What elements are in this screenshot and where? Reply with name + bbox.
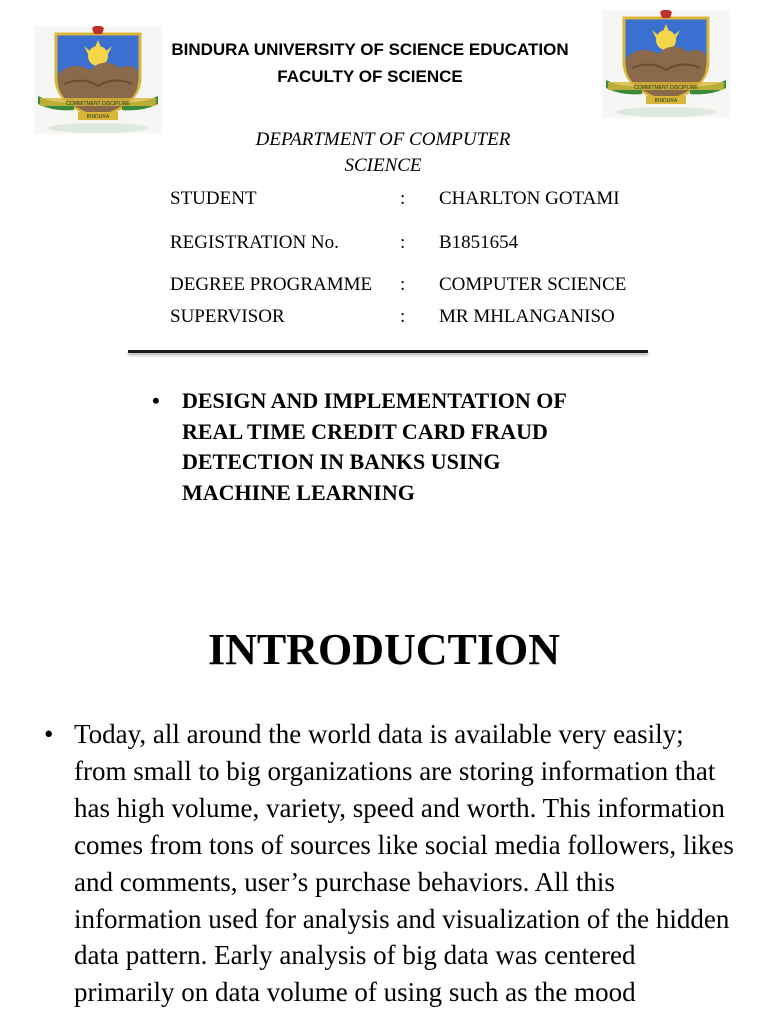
university-crest-icon [34, 26, 162, 134]
university-name: BINDURA UNIVERSITY OF SCIENCE EDUCATION [171, 40, 569, 59]
introduction-heading: INTRODUCTION [207, 625, 561, 674]
info-label: STUDENT [170, 188, 257, 209]
info-separator: : [400, 306, 406, 327]
institution-header [160, 36, 580, 90]
introduction-paragraph: Today, all around the world data is available very easily; from small to big organizations are storing information that has high volume, variety, speed and worth. This information comes from tons of sources like social media followers, likes and comments, user’s purchase behaviors. All this information used for analysis and visualization of the hidden data pattern. Early analysis of big data was centered primarily on data volume of using such as the mood [74, 719, 734, 1008]
info-label: SUPERVISOR [170, 306, 285, 327]
info-label: REGISTRATION No. [170, 232, 339, 253]
crest-motto-right: COMMITMENT DISCIPLINE [634, 85, 698, 91]
info-value: B1851654 [439, 232, 519, 253]
faculty-name: FACULTY OF SCIENCE [277, 67, 463, 86]
header-divider [128, 350, 648, 353]
info-value: COMPUTER SCIENCE [439, 274, 627, 295]
info-label: DEGREE PROGRAMME [170, 274, 373, 295]
crest-banner-right: BINDURA [654, 98, 678, 104]
info-separator: : [400, 188, 406, 209]
crest-motto-left: COMMITMENT DISCIPLINE [66, 101, 130, 107]
project-title: DESIGN AND IMPLEMENTATION OF REAL TIME CREDIT CARD FRAUD DETECTION IN BANKS USING MACHINE LEARNING [182, 388, 567, 505]
crest-banner-left: BINDURA [86, 114, 110, 120]
info-value: MR MHLANGANISO [439, 306, 615, 327]
info-value: CHARLTON GOTAMI [439, 188, 620, 209]
department-name: DEPARTMENT OF COMPUTER SCIENCE [255, 129, 511, 176]
university-crest-icon [602, 10, 730, 118]
info-separator: : [400, 232, 406, 253]
bullet-icon: • [152, 388, 160, 413]
info-separator: : [400, 274, 406, 295]
bullet-icon: • [44, 719, 54, 749]
